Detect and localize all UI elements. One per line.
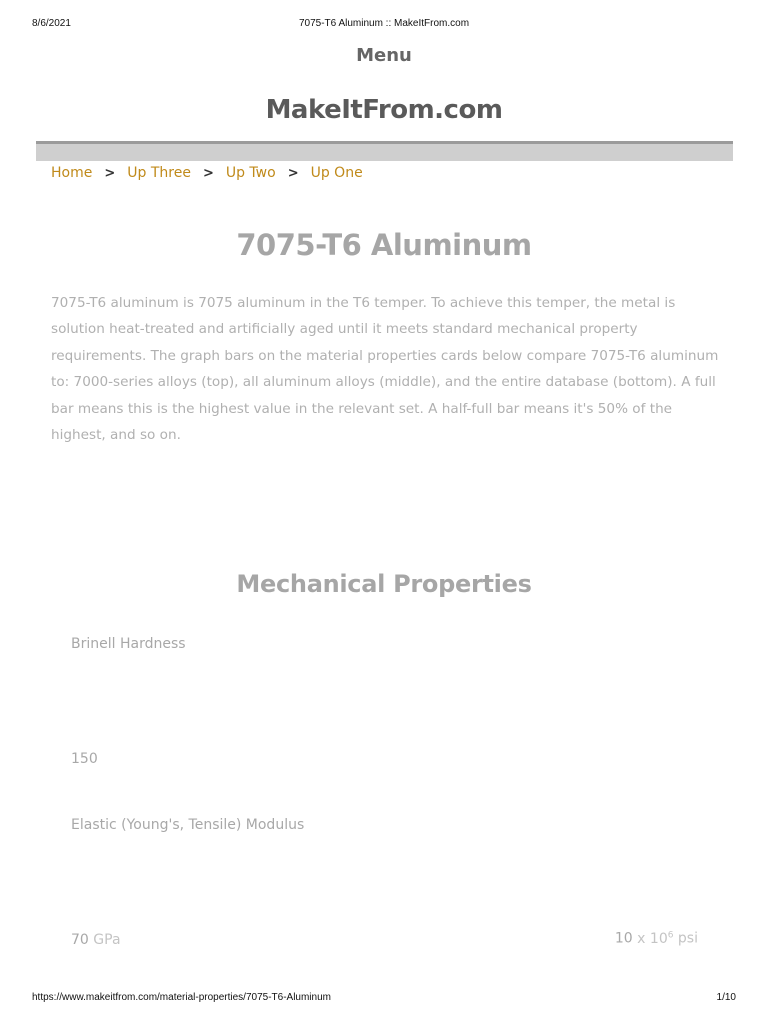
menu-button[interactable]: Menu [356, 45, 412, 66]
breadcrumb-separator: > [104, 165, 116, 181]
property-value-elastic-modulus [71, 932, 121, 948]
elastic-modulus-imperial-value: 10 [614, 930, 633, 947]
section-title-mechanical: Mechanical Properties [236, 570, 532, 598]
property-label-elastic-modulus: Elastic (Young's, Tensile) Modulus [71, 817, 305, 833]
site-title-link[interactable]: MakeItFrom.com [265, 95, 503, 125]
breadcrumb-up-two[interactable]: Up Two [225, 165, 276, 181]
elastic-modulus-imperial-unit: psi [677, 930, 698, 947]
print-date: 8/6/2021 [32, 18, 71, 29]
property-alt-value-elastic-modulus [615, 930, 698, 947]
property-label-brinell-hardness: Brinell Hardness [71, 636, 186, 652]
print-document-title: 7075-T6 Aluminum :: MakeItFrom.com [298, 18, 470, 29]
breadcrumb-separator: > [287, 165, 299, 181]
elastic-modulus-metric-unit: GPa [93, 932, 121, 948]
breadcrumb-separator: > [202, 165, 214, 181]
breadcrumb [51, 163, 363, 183]
property-value-brinell-hardness: 150 [71, 751, 98, 767]
print-footer [0, 992, 768, 1006]
elastic-modulus-imperial-multiplier: x $10^6$ [637, 930, 674, 947]
breadcrumb-up-one[interactable]: Up One [310, 165, 363, 181]
page-title: 7075-T6 Aluminum [236, 228, 532, 262]
intro-paragraph: 7075-T6 aluminum is 7075 aluminum in the T6 temper. To achieve this temper, the metal is solution heat-treated and artificially aged until it meets standard mechanical property requirements. The graph bars on the material properties cards below compare 7075-T6 aluminum to: 7000-series alloys (top), all aluminum alloys (middle), and the entire database (bottom). A full bar means this is the highest value in the relevant set. A half-full bar means it's 50% of the highest, and so on. [51, 295, 719, 444]
print-url: https://www.makeitfrom.com/material-properties/7075-T6-Aluminum [32, 992, 331, 1003]
elastic-modulus-metric-value: 70 [71, 932, 89, 948]
print-header [0, 18, 768, 32]
breadcrumb-up-three[interactable]: Up Three [127, 165, 191, 181]
print-page-counter: 1/10 [716, 992, 736, 1003]
breadcrumb-home[interactable]: Home [51, 165, 93, 181]
header-divider [36, 144, 733, 161]
